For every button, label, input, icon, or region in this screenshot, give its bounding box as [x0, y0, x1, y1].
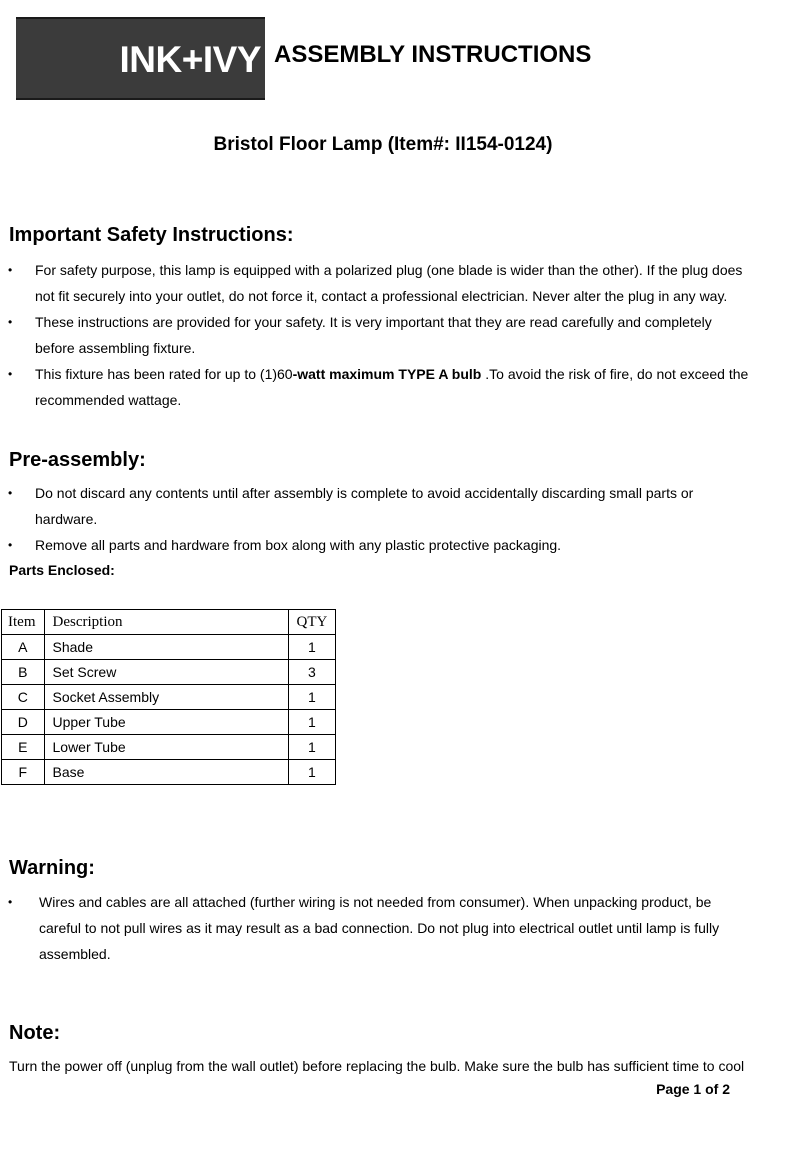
item-cell: C	[2, 685, 45, 710]
table-header-row	[2, 610, 336, 635]
bullet-icon: •	[8, 263, 13, 277]
qty-cell: 1	[288, 635, 336, 660]
bullet-icon: •	[8, 486, 13, 500]
qty-cell: 3	[288, 660, 336, 685]
table-row	[2, 760, 336, 785]
warning-list	[0, 889, 719, 967]
item-cell: A	[2, 635, 45, 660]
product-title: Bristol Floor Lamp (Item#: II154-0124)	[213, 134, 553, 155]
list-item: • Do not discard any contents until after assembly is complete to avoid accidentally discarding small parts or hardware.	[0, 480, 693, 532]
description-cell: Lower Tube	[44, 735, 288, 760]
table-row	[2, 735, 336, 760]
note-heading: Note:	[9, 1022, 61, 1044]
qty-cell: 1	[288, 685, 336, 710]
preassembly-list	[0, 480, 693, 558]
column-header-item: Item	[2, 610, 45, 635]
list-item: • For safety purpose, this lamp is equipped with a polarized plug (one blade is wider than the other). If the plug does not fit securely into your outlet, do not force it, contact a professional electrician. Never alter the plug in any way.	[0, 257, 748, 309]
item-cell: B	[2, 660, 45, 685]
preassembly-heading: Pre-assembly:	[9, 449, 146, 471]
page-number: Page 1 of 2	[656, 1081, 730, 1097]
safety-list	[0, 257, 748, 413]
description-cell: Shade	[44, 635, 288, 660]
parts-table	[1, 609, 336, 785]
bullet-icon: •	[8, 538, 13, 552]
bullet-icon: •	[8, 367, 13, 381]
qty-cell: 1	[288, 735, 336, 760]
table-row	[2, 660, 336, 685]
column-header-description: Description	[44, 610, 288, 635]
bullet-icon: •	[8, 895, 13, 909]
list-item: • Remove all parts and hardware from box along with any plastic protective packaging.	[0, 532, 693, 558]
table-row	[2, 710, 336, 735]
qty-cell: 1	[288, 710, 336, 735]
safety-heading: Important Safety Instructions:	[9, 224, 294, 246]
qty-cell: 1	[288, 760, 336, 785]
list-item: • These instructions are provided for your safety. It is very important that they are read carefully and completely before assembling fixture.	[0, 309, 748, 361]
description-cell: Upper Tube	[44, 710, 288, 735]
warning-heading: Warning:	[9, 857, 95, 879]
list-item: • This fixture has been rated for up to (1)60-watt maximum TYPE A bulb .To avoid the risk of fire, do not exceed the recommended wattage.	[0, 361, 748, 413]
table-row	[2, 635, 336, 660]
bulb-rating: -watt maximum TYPE A bulb	[292, 366, 482, 382]
note-text: Turn the power off (unplug from the wall outlet) before replacing the bulb. Make sure the bulb has sufficient time to cool	[9, 1058, 745, 1074]
document-heading: ASSEMBLY INSTRUCTIONS	[274, 41, 592, 68]
item-cell: D	[2, 710, 45, 735]
item-cell: F	[2, 760, 45, 785]
parts-enclosed-label: Parts Enclosed:	[9, 562, 115, 578]
list-item: • Wires and cables are all attached (further wiring is not needed from consumer). When unpacking product, be careful to not pull wires as it may result as a bad connection. Do not plug into electrical outlet until lamp is fully assembled.	[0, 889, 719, 967]
description-cell: Socket Assembly	[44, 685, 288, 710]
logo-text: INK+IVY	[119, 39, 261, 80]
bullet-icon: •	[8, 315, 13, 329]
column-header-qty: QTY	[288, 610, 336, 635]
brand-logo	[16, 17, 265, 100]
description-cell: Base	[44, 760, 288, 785]
item-cell: E	[2, 735, 45, 760]
table-row	[2, 685, 336, 710]
description-cell: Set Screw	[44, 660, 288, 685]
